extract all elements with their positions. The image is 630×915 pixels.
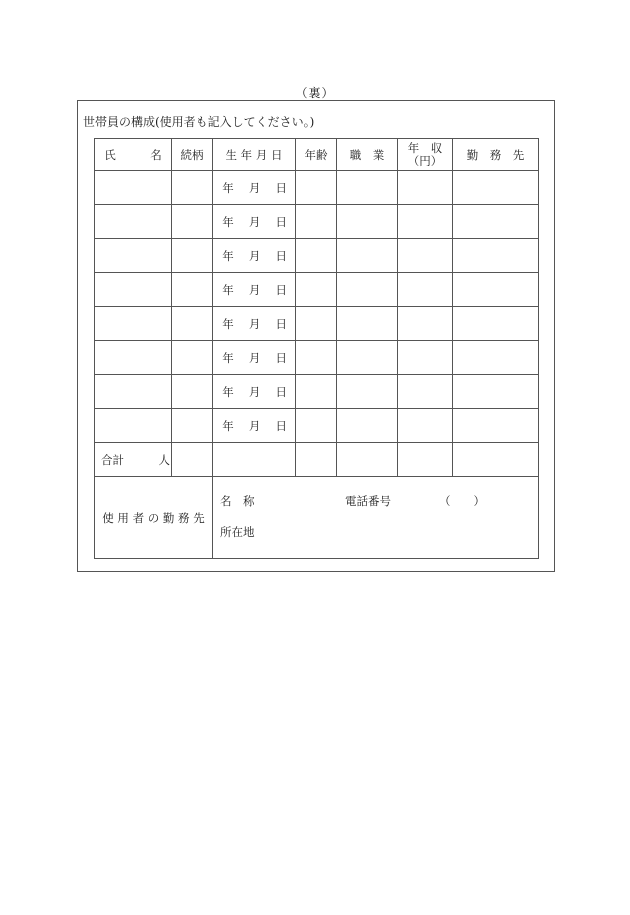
member-name-cell[interactable] [95,375,172,409]
header-income-unit: （円） [407,153,443,168]
member-name-cell[interactable] [95,273,172,307]
member-workplace-cell[interactable] [453,273,539,307]
member-workplace-cell[interactable] [453,375,539,409]
household-members-table [94,138,539,559]
member-income-cell[interactable] [398,171,453,205]
member-workplace-cell[interactable] [453,239,539,273]
member-relation-cell[interactable] [172,239,213,273]
table-row [95,341,539,375]
employer-name-label: 名 称 [220,494,255,508]
member-relation-cell[interactable] [172,409,213,443]
section-title: 世帯員の構成(使用者も記入してください。) [83,115,315,129]
header-age: 年齢 [296,139,337,171]
total-income-cell[interactable] [398,443,453,477]
header-name: 氏 名 [95,139,172,171]
member-birthdate-cell[interactable]: 年 月 日 [213,307,296,341]
page-side-label: （裏） [295,86,335,100]
member-birthdate-cell[interactable]: 年 月 日 [213,341,296,375]
member-relation-cell[interactable] [172,341,213,375]
member-relation-cell[interactable] [172,273,213,307]
header-birthdate: 生 年 月 日 [213,139,296,171]
total-row [95,443,539,477]
table-row [95,171,539,205]
member-income-cell[interactable] [398,273,453,307]
header-income [398,139,453,171]
member-occupation-cell[interactable] [337,375,398,409]
member-occupation-cell[interactable] [337,341,398,375]
member-relation-cell[interactable] [172,171,213,205]
member-age-cell[interactable] [296,375,337,409]
member-workplace-cell[interactable] [453,341,539,375]
member-income-cell[interactable] [398,409,453,443]
member-relation-cell[interactable] [172,375,213,409]
member-name-cell[interactable] [95,409,172,443]
member-name-cell[interactable] [95,205,172,239]
member-occupation-cell[interactable] [337,171,398,205]
member-name-cell[interactable] [95,307,172,341]
member-occupation-cell[interactable] [337,307,398,341]
member-name-cell[interactable] [95,171,172,205]
member-birthdate-cell[interactable]: 年 月 日 [213,239,296,273]
total-age-cell[interactable] [296,443,337,477]
employer-detail-cell[interactable] [213,477,539,559]
employer-label: 使 用 者 の 勤 務 先 [95,477,213,559]
header-occupation: 職 業 [337,139,398,171]
table-row [95,307,539,341]
member-occupation-cell[interactable] [337,205,398,239]
employer-phone-parens: （ ） [439,494,485,508]
member-occupation-cell[interactable] [337,273,398,307]
member-income-cell[interactable] [398,307,453,341]
member-age-cell[interactable] [296,273,337,307]
member-age-cell[interactable] [296,205,337,239]
header-workplace: 勤 務 先 [453,139,539,171]
member-workplace-cell[interactable] [453,205,539,239]
member-age-cell[interactable] [296,307,337,341]
member-income-cell[interactable] [398,341,453,375]
member-relation-cell[interactable] [172,307,213,341]
member-birthdate-cell[interactable]: 年 月 日 [213,171,296,205]
member-occupation-cell[interactable] [337,409,398,443]
member-income-cell[interactable] [398,239,453,273]
member-workplace-cell[interactable] [453,307,539,341]
member-birthdate-cell[interactable]: 年 月 日 [213,273,296,307]
table-row [95,375,539,409]
member-occupation-cell[interactable] [337,239,398,273]
table-row [95,273,539,307]
employer-address-label: 所在地 [220,525,255,539]
total-label: 合計 人 [95,443,172,477]
employer-row [95,477,539,559]
total-birthdate-cell[interactable] [213,443,296,477]
member-workplace-cell[interactable] [453,409,539,443]
member-relation-cell[interactable] [172,205,213,239]
total-relation-cell[interactable] [172,443,213,477]
header-income-label: 年 収 [407,140,443,155]
total-workplace-cell[interactable] [453,443,539,477]
employer-phone-label: 電話番号 [345,494,391,508]
member-birthdate-cell[interactable]: 年 月 日 [213,409,296,443]
member-birthdate-cell[interactable]: 年 月 日 [213,375,296,409]
member-age-cell[interactable] [296,409,337,443]
table-row [95,205,539,239]
member-birthdate-cell[interactable]: 年 月 日 [213,205,296,239]
member-name-cell[interactable] [95,239,172,273]
table-header-row [95,139,539,171]
member-age-cell[interactable] [296,341,337,375]
member-age-cell[interactable] [296,239,337,273]
member-income-cell[interactable] [398,375,453,409]
table-row [95,239,539,273]
member-workplace-cell[interactable] [453,171,539,205]
member-income-cell[interactable] [398,205,453,239]
table-row [95,409,539,443]
header-relation: 続柄 [172,139,213,171]
member-age-cell[interactable] [296,171,337,205]
member-name-cell[interactable] [95,341,172,375]
total-occupation-cell[interactable] [337,443,398,477]
